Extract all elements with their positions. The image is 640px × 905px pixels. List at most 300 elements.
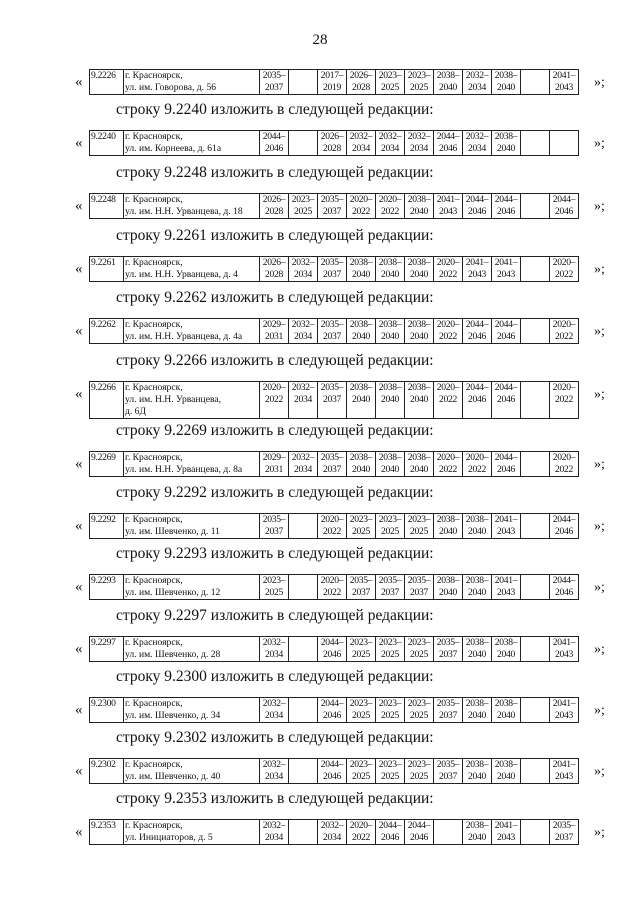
year-end xyxy=(290,143,316,155)
year-end xyxy=(522,587,548,599)
year-start xyxy=(290,759,316,771)
address-line: г. Красноярск, xyxy=(125,70,183,81)
year-end: 2040 xyxy=(468,710,486,721)
year-start: 2038– xyxy=(465,575,489,586)
year-end: 2031 xyxy=(265,331,283,342)
year-end xyxy=(522,710,548,722)
address-line: г. Красноярск, xyxy=(125,637,183,648)
year-start: 2020– xyxy=(465,452,489,463)
year-start: 2032– xyxy=(291,257,315,268)
year-end: 2037 xyxy=(323,394,341,405)
year-start: 2038– xyxy=(465,514,489,525)
close-quote: »; xyxy=(594,642,605,657)
year-range-cell xyxy=(347,319,376,344)
year-range-cell xyxy=(550,698,579,723)
year-range-cell xyxy=(347,452,376,477)
row-number: 9.2353 xyxy=(90,820,124,845)
address-line: ул. им. Говорова, д. 56 xyxy=(125,82,217,93)
year-range-cell xyxy=(260,131,289,156)
year-start: 2020– xyxy=(552,257,576,268)
year-end: 2025 xyxy=(381,710,399,721)
year-start: 2023– xyxy=(378,759,402,770)
schedule-table-row xyxy=(89,451,579,477)
year-end: 2022 xyxy=(439,394,457,405)
year-range-cell xyxy=(434,637,463,662)
address-line: ул. им. Н.Н. Урванцева, д. 18 xyxy=(125,206,243,217)
year-end: 2034 xyxy=(410,143,428,154)
year-start xyxy=(290,637,316,649)
address-line: ул. им. Н.Н. Урванцева, д. 8а xyxy=(125,464,243,475)
year-start: 2044– xyxy=(494,382,518,393)
year-end: 2040 xyxy=(497,771,515,782)
year-range-cell xyxy=(405,575,434,600)
year-start: 2026– xyxy=(262,194,286,205)
year-range-cell xyxy=(318,514,347,539)
year-end: 2037 xyxy=(381,587,399,598)
year-start: 2023– xyxy=(349,698,373,709)
year-range-cell xyxy=(405,637,434,662)
year-end xyxy=(522,832,548,844)
address-line: г. Красноярск, xyxy=(125,319,183,330)
address-line: г. Красноярск, xyxy=(125,514,183,525)
year-start xyxy=(290,514,316,526)
year-end: 2034 xyxy=(294,464,312,475)
year-end: 2022 xyxy=(555,331,573,342)
year-end: 2046 xyxy=(323,710,341,721)
year-end: 2022 xyxy=(323,526,341,537)
year-range-cell xyxy=(492,257,521,282)
year-start xyxy=(290,698,316,710)
year-end: 2046 xyxy=(497,394,515,405)
address-line: ул. им. Шевченко, д. 28 xyxy=(125,649,221,660)
year-start xyxy=(522,820,548,832)
year-start: 2032– xyxy=(262,637,286,648)
year-end xyxy=(522,526,548,538)
year-range-cell xyxy=(376,575,405,600)
year-range-cell xyxy=(492,575,521,600)
year-end xyxy=(522,394,548,406)
year-end: 2034 xyxy=(294,394,312,405)
year-start: 2044– xyxy=(552,194,576,205)
year-end: 2034 xyxy=(265,771,283,782)
year-range-cell xyxy=(347,382,376,419)
amendment-instruction: строку 9.2292 изложить в следующей редакции: xyxy=(116,484,434,501)
year-end: 2025 xyxy=(381,82,399,93)
year-start: 2023– xyxy=(262,575,286,586)
year-start xyxy=(522,382,548,394)
year-range-cell xyxy=(318,820,347,845)
year-start: 2020– xyxy=(349,820,373,831)
year-start: 2038– xyxy=(465,637,489,648)
year-range-cell xyxy=(492,637,521,662)
year-end: 2040 xyxy=(381,269,399,280)
amendment-instruction: строку 9.2300 изложить в следующей редакции: xyxy=(116,668,434,685)
year-end: 2040 xyxy=(468,526,486,537)
year-start: 2041– xyxy=(552,70,576,81)
year-range-cell xyxy=(260,514,289,539)
year-end: 2043 xyxy=(497,587,515,598)
row-number: 9.2262 xyxy=(90,319,124,344)
year-start xyxy=(522,452,548,464)
year-range-cell xyxy=(318,759,347,784)
year-start: 2020– xyxy=(436,382,460,393)
year-start: 2044– xyxy=(494,319,518,330)
year-start: 2044– xyxy=(436,131,460,142)
year-end: 2037 xyxy=(439,710,457,721)
year-end xyxy=(522,331,548,343)
year-end xyxy=(551,143,577,155)
year-start: 2035– xyxy=(436,698,460,709)
year-start: 2044– xyxy=(320,698,344,709)
year-end: 2037 xyxy=(265,82,283,93)
row-number: 9.2293 xyxy=(90,575,124,600)
row-number: 9.2266 xyxy=(90,382,124,419)
year-end: 2043 xyxy=(497,832,515,843)
year-range-cell xyxy=(376,131,405,156)
year-range-cell xyxy=(260,575,289,600)
schedule-table-row xyxy=(89,636,579,662)
year-end: 2037 xyxy=(439,649,457,660)
year-start: 2038– xyxy=(407,382,431,393)
year-end: 2025 xyxy=(352,710,370,721)
year-end xyxy=(290,82,316,94)
year-end: 2040 xyxy=(497,649,515,660)
year-range-cell xyxy=(289,194,318,219)
year-end: 2046 xyxy=(555,206,573,217)
year-end: 2043 xyxy=(497,269,515,280)
year-start: 2023– xyxy=(349,514,373,525)
year-start: 2023– xyxy=(378,70,402,81)
year-range-cell xyxy=(405,194,434,219)
year-end: 2046 xyxy=(497,331,515,342)
close-quote: »; xyxy=(594,580,605,595)
year-range-cell xyxy=(376,820,405,845)
year-start: 2032– xyxy=(349,131,373,142)
year-end: 2028 xyxy=(265,206,283,217)
row-number: 9.2226 xyxy=(90,70,124,95)
year-end: 2034 xyxy=(323,832,341,843)
row-number: 9.2248 xyxy=(90,194,124,219)
year-range-cell xyxy=(376,514,405,539)
year-start: 2044– xyxy=(262,131,286,142)
year-start: 2032– xyxy=(378,131,402,142)
year-end: 2025 xyxy=(352,649,370,660)
year-range-cell xyxy=(260,759,289,784)
year-range-cell xyxy=(492,759,521,784)
year-end: 2040 xyxy=(468,587,486,598)
year-start: 2038– xyxy=(436,70,460,81)
year-end: 2025 xyxy=(410,526,428,537)
year-end: 2046 xyxy=(497,206,515,217)
year-end: 2046 xyxy=(323,771,341,782)
year-range-cell xyxy=(376,637,405,662)
year-start: 2038– xyxy=(407,452,431,463)
amendment-instruction: строку 9.2262 изложить в следующей редакции: xyxy=(116,289,434,306)
address-line: д. 6Д xyxy=(125,406,147,417)
year-end: 2040 xyxy=(410,269,428,280)
year-range-cell xyxy=(318,637,347,662)
year-end xyxy=(435,832,461,844)
year-end: 2028 xyxy=(265,269,283,280)
year-start: 2023– xyxy=(407,70,431,81)
address-cell xyxy=(124,698,260,723)
amendment-instruction: строку 9.2240 изложить в следующей редакции: xyxy=(116,101,434,118)
year-start: 2035– xyxy=(436,759,460,770)
year-end: 2040 xyxy=(410,331,428,342)
year-start: 2035– xyxy=(320,319,344,330)
year-range-cell xyxy=(289,319,318,344)
year-end: 2046 xyxy=(410,832,428,843)
year-range-cell xyxy=(318,319,347,344)
year-start xyxy=(522,194,548,206)
year-range-cell xyxy=(521,452,550,477)
year-range-cell xyxy=(463,698,492,723)
year-end: 2025 xyxy=(265,587,283,598)
year-range-cell xyxy=(289,820,318,845)
year-end: 2022 xyxy=(323,587,341,598)
year-range-cell xyxy=(434,820,463,845)
year-range-cell xyxy=(347,70,376,95)
year-start: 2038– xyxy=(407,194,431,205)
year-range-cell xyxy=(260,319,289,344)
address-cell xyxy=(124,70,260,95)
year-range-cell xyxy=(318,575,347,600)
address-line: ул. им. Шевченко, д. 40 xyxy=(125,771,221,782)
address-cell xyxy=(124,194,260,219)
open-quote: « xyxy=(75,456,83,472)
year-end: 2046 xyxy=(468,206,486,217)
year-end: 2034 xyxy=(265,649,283,660)
year-end xyxy=(522,143,548,155)
year-end: 2040 xyxy=(352,331,370,342)
year-end: 2022 xyxy=(555,464,573,475)
year-range-cell xyxy=(521,514,550,539)
year-range-cell xyxy=(521,131,550,156)
year-end: 2019 xyxy=(323,82,341,93)
year-range-cell xyxy=(318,131,347,156)
year-start: 2044– xyxy=(407,820,431,831)
year-end: 2040 xyxy=(410,206,428,217)
address-cell xyxy=(124,452,260,477)
year-start: 2041– xyxy=(552,759,576,770)
year-range-cell xyxy=(550,452,579,477)
year-start: 2032– xyxy=(291,382,315,393)
year-start: 2041– xyxy=(494,257,518,268)
address-line: г. Красноярск, xyxy=(125,194,183,205)
year-end: 2034 xyxy=(381,143,399,154)
year-end: 2040 xyxy=(381,394,399,405)
year-end: 2037 xyxy=(410,587,428,598)
year-end: 2028 xyxy=(323,143,341,154)
year-end: 2025 xyxy=(294,206,312,217)
year-range-cell xyxy=(521,759,550,784)
year-range-cell xyxy=(289,698,318,723)
year-start: 2023– xyxy=(407,698,431,709)
address-line: г. Красноярск, xyxy=(125,131,183,142)
year-start: 2023– xyxy=(349,759,373,770)
year-start: 2035– xyxy=(320,194,344,205)
year-end: 2046 xyxy=(555,526,573,537)
year-end: 2040 xyxy=(381,331,399,342)
year-end: 2040 xyxy=(468,771,486,782)
year-range-cell xyxy=(550,257,579,282)
year-range-cell xyxy=(492,70,521,95)
year-range-cell xyxy=(521,382,550,419)
year-end: 2040 xyxy=(497,710,515,721)
year-end: 2046 xyxy=(468,331,486,342)
address-line: ул. им. Н.Н. Урванцева, д. 4 xyxy=(125,269,238,280)
year-start: 2023– xyxy=(291,194,315,205)
year-range-cell xyxy=(289,382,318,419)
year-range-cell xyxy=(405,382,434,419)
year-start: 2044– xyxy=(320,759,344,770)
year-end: 2043 xyxy=(555,710,573,721)
year-range-cell xyxy=(521,637,550,662)
address-line: ул. им. Шевченко, д. 12 xyxy=(125,587,221,598)
year-end: 2025 xyxy=(410,771,428,782)
year-start xyxy=(522,319,548,331)
year-end: 2022 xyxy=(381,206,399,217)
address-cell xyxy=(124,382,260,419)
year-start: 2044– xyxy=(320,637,344,648)
year-start: 2038– xyxy=(465,820,489,831)
year-start: 2038– xyxy=(349,319,373,330)
schedule-table-row xyxy=(89,69,579,95)
year-start: 2035– xyxy=(349,575,373,586)
year-range-cell xyxy=(289,514,318,539)
year-range-cell xyxy=(434,575,463,600)
year-start xyxy=(522,759,548,771)
year-range-cell xyxy=(405,452,434,477)
year-end xyxy=(290,710,316,722)
year-end xyxy=(290,832,316,844)
schedule-table-row xyxy=(89,513,579,539)
address-line: г. Красноярск, xyxy=(125,452,183,463)
year-start: 2020– xyxy=(349,194,373,205)
year-end: 2040 xyxy=(497,143,515,154)
year-range-cell xyxy=(521,319,550,344)
year-end: 2043 xyxy=(497,526,515,537)
year-start: 2026– xyxy=(349,70,373,81)
year-start: 2020– xyxy=(436,452,460,463)
year-start: 2038– xyxy=(494,131,518,142)
year-start: 2044– xyxy=(552,514,576,525)
year-range-cell xyxy=(347,514,376,539)
year-end: 2025 xyxy=(352,526,370,537)
year-end xyxy=(522,82,548,94)
year-range-cell xyxy=(347,759,376,784)
year-range-cell xyxy=(289,131,318,156)
year-range-cell xyxy=(492,382,521,419)
year-range-cell xyxy=(463,131,492,156)
year-start: 2032– xyxy=(407,131,431,142)
year-start: 2020– xyxy=(552,382,576,393)
year-range-cell xyxy=(521,820,550,845)
close-quote: »; xyxy=(594,324,605,339)
year-range-cell xyxy=(405,698,434,723)
year-range-cell xyxy=(405,820,434,845)
year-range-cell xyxy=(521,257,550,282)
year-end: 2022 xyxy=(352,832,370,843)
address-cell xyxy=(124,575,260,600)
year-end: 2040 xyxy=(352,464,370,475)
year-start: 2017– xyxy=(320,70,344,81)
year-range-cell xyxy=(318,382,347,419)
year-start xyxy=(290,820,316,832)
year-range-cell xyxy=(289,452,318,477)
address-cell xyxy=(124,131,260,156)
year-range-cell xyxy=(463,382,492,419)
amendment-instruction: строку 9.2302 изложить в следующей редакции: xyxy=(116,729,434,746)
year-range-cell xyxy=(376,70,405,95)
year-start: 2044– xyxy=(494,452,518,463)
year-start: 2038– xyxy=(378,452,402,463)
year-end xyxy=(522,269,548,281)
year-end xyxy=(290,526,316,538)
year-range-cell xyxy=(550,820,579,845)
year-range-cell xyxy=(376,382,405,419)
year-start: 2038– xyxy=(436,514,460,525)
year-range-cell xyxy=(376,452,405,477)
open-quote: « xyxy=(75,135,83,151)
year-range-cell xyxy=(492,194,521,219)
close-quote: »; xyxy=(594,457,605,472)
year-range-cell xyxy=(289,575,318,600)
year-start: 2023– xyxy=(378,514,402,525)
year-end: 2040 xyxy=(468,649,486,660)
year-range-cell xyxy=(463,820,492,845)
year-start: 2020– xyxy=(320,514,344,525)
year-end: 2025 xyxy=(381,771,399,782)
year-range-cell xyxy=(405,257,434,282)
address-cell xyxy=(124,514,260,539)
year-start: 2038– xyxy=(436,575,460,586)
year-range-cell xyxy=(434,698,463,723)
year-start: 2023– xyxy=(349,637,373,648)
close-quote: »; xyxy=(594,199,605,214)
year-end: 2040 xyxy=(410,464,428,475)
year-end: 2025 xyxy=(381,526,399,537)
year-range-cell xyxy=(260,70,289,95)
year-range-cell xyxy=(463,637,492,662)
year-end: 2022 xyxy=(439,331,457,342)
row-number: 9.2300 xyxy=(90,698,124,723)
address-cell xyxy=(124,637,260,662)
year-range-cell xyxy=(550,575,579,600)
year-range-cell xyxy=(550,70,579,95)
year-start xyxy=(522,575,548,587)
year-range-cell xyxy=(260,382,289,419)
address-cell xyxy=(124,319,260,344)
year-start: 2041– xyxy=(436,194,460,205)
year-start: 2041– xyxy=(465,257,489,268)
open-quote: « xyxy=(75,518,83,534)
year-start: 2044– xyxy=(494,194,518,205)
year-start: 2038– xyxy=(378,257,402,268)
year-end: 2025 xyxy=(410,710,428,721)
year-start xyxy=(522,698,548,710)
year-range-cell xyxy=(260,637,289,662)
amendment-instruction: строку 9.2248 изложить в следующей редакции: xyxy=(116,164,434,181)
year-start: 2041– xyxy=(494,514,518,525)
year-end: 2025 xyxy=(410,649,428,660)
year-start: 2038– xyxy=(494,70,518,81)
year-start: 2035– xyxy=(320,382,344,393)
close-quote: »; xyxy=(594,764,605,779)
schedule-table-row xyxy=(89,758,579,784)
year-start: 2023– xyxy=(378,637,402,648)
year-start xyxy=(290,131,316,143)
